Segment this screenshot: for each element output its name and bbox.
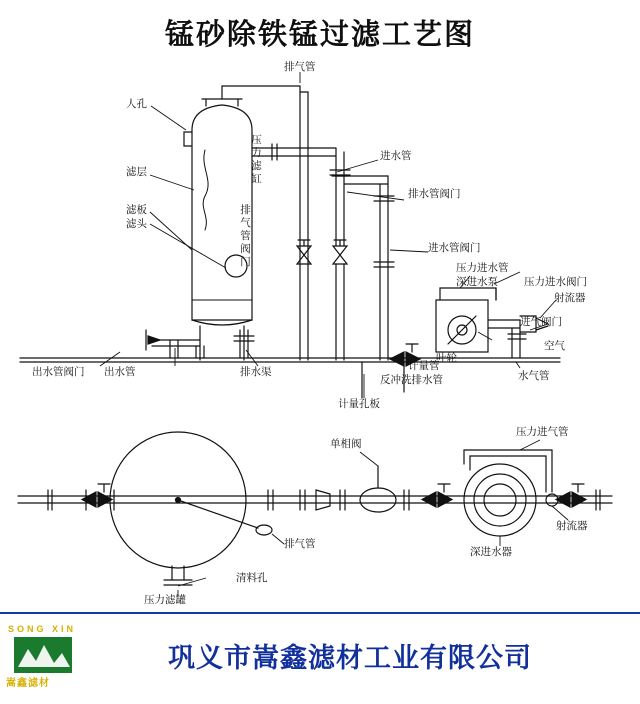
label-impeller: 叶轮: [436, 352, 457, 364]
label-cleaning-hole: 清料孔: [236, 572, 268, 584]
label-exhaust-pipe-lower: 排气管: [284, 538, 316, 550]
label-man-hole: 人孔: [126, 98, 147, 110]
label-deep-well-pump: 深进水泵: [456, 276, 498, 288]
label-pressure-inlet-water-valve: 压力进水阀门: [524, 276, 587, 288]
label-outlet-water-valve: 出水管阀门: [32, 366, 85, 378]
company-name: 巩义市嵩鑫滤材工业有限公司: [168, 643, 532, 674]
label-drain-channel: 排水渠: [240, 366, 272, 378]
label-exhaust-pipe-valve: 排气管阀门: [240, 204, 251, 268]
logo-top-text: SONG XIN: [8, 624, 77, 634]
label-backwash-drain-pipe: 反冲洗排水管: [380, 374, 443, 386]
label-metering-pipe: 计量管: [408, 360, 440, 372]
label-inlet-water-pipe-valve: 进水管阀门: [428, 242, 481, 254]
label-pressure-inlet-water-pipe: 压力进水管: [456, 262, 509, 274]
label-metering-orifice-plate: 计量孔板: [338, 398, 380, 410]
label-drain-pipe-valve: 排水管阀门: [408, 188, 461, 200]
mountain-icon: [14, 637, 72, 673]
page-title: 锰砂除铁锰过滤工艺图: [164, 17, 475, 51]
label-ejector-lower: 射流器: [556, 520, 588, 532]
label-air: 空气: [544, 340, 565, 352]
label-ejector: 射流器: [554, 292, 586, 304]
company-logo: [6, 624, 80, 692]
label-filter-head: 滤头: [126, 218, 147, 230]
logo-bottom-text: 嵩鑫滤材: [6, 678, 50, 689]
label-single-phase-valve: 单相阀: [330, 438, 362, 450]
label-pressure-filter-tank-lower: 压力滤罐: [144, 594, 186, 606]
label-inlet-water-pipe: 进水管: [380, 150, 412, 162]
label-pressure-filter-tank: 压力滤缸: [251, 134, 262, 185]
label-pressure-inlet-air-pipe: 压力进气管: [516, 426, 569, 438]
label-deep-well-water-device: 深进水器: [470, 546, 512, 558]
label-filter-plate: 滤板: [126, 204, 147, 216]
label-inlet-air-valve: 进气阀门: [520, 316, 562, 328]
label-water-air-pipe: 水气管: [518, 370, 550, 382]
label-filter-layer: 滤层: [126, 166, 147, 178]
label-exhaust-pipe-top: 排气管: [284, 61, 316, 73]
label-outlet-water-pipe: 出水管: [104, 366, 136, 378]
